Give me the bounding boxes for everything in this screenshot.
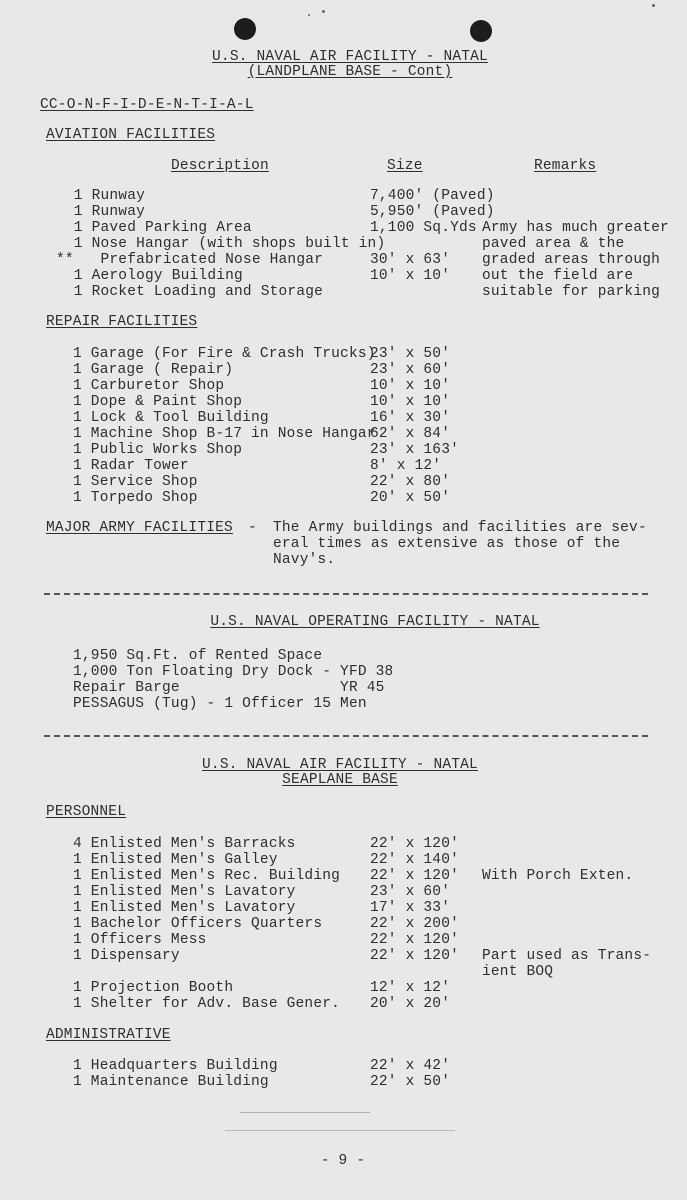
row-size: 22' x 120' <box>370 836 460 852</box>
row-description: 1 Headquarters Building <box>73 1058 278 1074</box>
row-remark: ient BOQ <box>482 964 554 980</box>
section-heading-administrative: ADMINISTRATIVE <box>46 1027 171 1043</box>
army-dash: - <box>248 520 257 536</box>
row-description: 1 Garage ( Repair) <box>73 362 234 378</box>
seaplane-title: U.S. NAVAL AIR FACILITY - NATAL <box>202 757 478 773</box>
page-title: U.S. NAVAL AIR FACILITY - NATAL <box>212 49 488 65</box>
row-description: 1 Enlisted Men's Lavatory <box>73 900 296 916</box>
row-description: 1 Garage (For Fire & Crash Trucks) <box>73 346 376 362</box>
column-header-remarks: Remarks <box>534 158 597 174</box>
row-size: 22' x 200' <box>370 916 460 932</box>
smudge-mark <box>240 1112 370 1113</box>
row-description: 1 Carburetor Shop <box>73 378 225 394</box>
row-description: 1 Bachelor Officers Quarters <box>73 916 323 932</box>
classification-mark: CC-O-N-F-I-D-E-N-T-I-A-L <box>40 97 254 113</box>
row-description: 1 Paved Parking Area <box>56 220 252 236</box>
section-heading-aviation: AVIATION FACILITIES <box>46 127 216 143</box>
row-description: 4 Enlisted Men's Barracks <box>73 836 296 852</box>
row-size: 10' x 10' <box>370 378 451 394</box>
row-size: 12' x 12' <box>370 980 451 996</box>
row-remark: Army has much greater <box>482 220 669 236</box>
ink-speck <box>308 14 310 16</box>
page-number: - 9 - <box>320 1153 366 1169</box>
row-description: 1 Runway <box>56 188 146 204</box>
row-remark: out the field are <box>482 268 634 284</box>
row-description: 1 Aerology Building <box>56 268 243 284</box>
row-description: 1 Enlisted Men's Galley <box>73 852 278 868</box>
row-description: 1 Nose Hangar (with shops built in) <box>56 236 386 252</box>
section-heading-army: MAJOR ARMY FACILITIES <box>46 520 233 536</box>
row-description: 1 Radar Tower <box>73 458 189 474</box>
row-size: 7,400' (Paved) <box>370 188 495 204</box>
row-description: 1 Enlisted Men's Rec. Building <box>73 868 341 884</box>
row-remark: Part used as Trans- <box>482 948 652 964</box>
row-description: 1 Rocket Loading and Storage <box>56 284 324 300</box>
operating-line: 1,000 Ton Floating Dry Dock - YFD 38 <box>73 664 394 680</box>
row-size: 23' x 60' <box>370 362 451 378</box>
row-description: 1 Runway <box>56 204 146 220</box>
row-size: 23' x 60' <box>370 884 451 900</box>
row-size: 23' x 163' <box>370 442 460 458</box>
row-description: 1 Enlisted Men's Lavatory <box>73 884 296 900</box>
row-size: 22' x 80' <box>370 474 451 490</box>
row-description: 1 Officers Mess <box>73 932 207 948</box>
row-size: 22' x 140' <box>370 852 460 868</box>
row-size: 17' x 33' <box>370 900 451 916</box>
row-description: 1 Torpedo Shop <box>73 490 198 506</box>
row-size: 23' x 50' <box>370 346 451 362</box>
row-description: 1 Service Shop <box>73 474 198 490</box>
section-divider <box>44 593 648 595</box>
punch-hole-right <box>470 20 492 42</box>
row-description: 1 Machine Shop B-17 in Nose Hangar <box>73 426 376 442</box>
row-size: 10' x 10' <box>370 394 451 410</box>
row-description: ** Prefabricated Nose Hangar <box>56 252 324 268</box>
row-remark: graded areas through <box>482 252 661 268</box>
row-description: 1 Lock & Tool Building <box>73 410 269 426</box>
page-subtitle: (LANDPLANE BASE - Cont) <box>247 64 453 80</box>
seaplane-subtitle: SEAPLANE BASE <box>282 772 398 788</box>
section-heading-personnel: PERSONNEL <box>46 804 127 820</box>
section-heading-repair: REPAIR FACILITIES <box>46 314 198 330</box>
row-size: 22' x 120' <box>370 868 460 884</box>
row-size: 20' x 20' <box>370 996 451 1012</box>
row-size: 62' x 84' <box>370 426 451 442</box>
army-text: Navy's. <box>273 552 336 568</box>
row-remark: paved area & the <box>482 236 625 252</box>
row-size: 10' x 10' <box>370 268 451 284</box>
row-size: 22' x 120' <box>370 948 460 964</box>
row-description: 1 Public Works Shop <box>73 442 243 458</box>
row-description: 1 Shelter for Adv. Base Gener. <box>73 996 341 1012</box>
row-size: 8' x 12' <box>370 458 442 474</box>
ink-speck <box>322 10 325 13</box>
smudge-mark <box>225 1130 455 1131</box>
operating-line: 1,950 Sq.Ft. of Rented Space <box>73 648 323 664</box>
row-size: 22' x 42' <box>370 1058 451 1074</box>
row-size: 1,100 Sq.Yds <box>370 220 477 236</box>
army-text: The Army buildings and facilities are sev- <box>273 520 647 536</box>
row-size: 20' x 50' <box>370 490 451 506</box>
section-divider <box>44 735 648 737</box>
ink-speck <box>652 4 655 7</box>
operating-line: Repair Barge YR 45 <box>73 680 385 696</box>
row-description: 1 Dope & Paint Shop <box>73 394 243 410</box>
row-size: 22' x 50' <box>370 1074 451 1090</box>
column-header-description: Description <box>171 158 269 174</box>
operating-line: PESSAGUS (Tug) - 1 Officer 15 Men <box>73 696 367 712</box>
row-description: 1 Dispensary <box>73 948 180 964</box>
row-description: 1 Maintenance Building <box>73 1074 269 1090</box>
row-size: 30' x 63' <box>370 252 451 268</box>
row-description: 1 Projection Booth <box>73 980 234 996</box>
row-remark: suitable for parking <box>482 284 661 300</box>
row-size: 16' x 30' <box>370 410 451 426</box>
row-size: 5,950' (Paved) <box>370 204 495 220</box>
row-remark: With Porch Exten. <box>482 868 634 884</box>
column-header-size: Size <box>387 158 423 174</box>
section-heading-operating: U.S. NAVAL OPERATING FACILITY - NATAL <box>210 614 540 630</box>
punch-hole-left <box>234 18 256 40</box>
row-size: 22' x 120' <box>370 932 460 948</box>
army-text: eral times as extensive as those of the <box>273 536 621 552</box>
